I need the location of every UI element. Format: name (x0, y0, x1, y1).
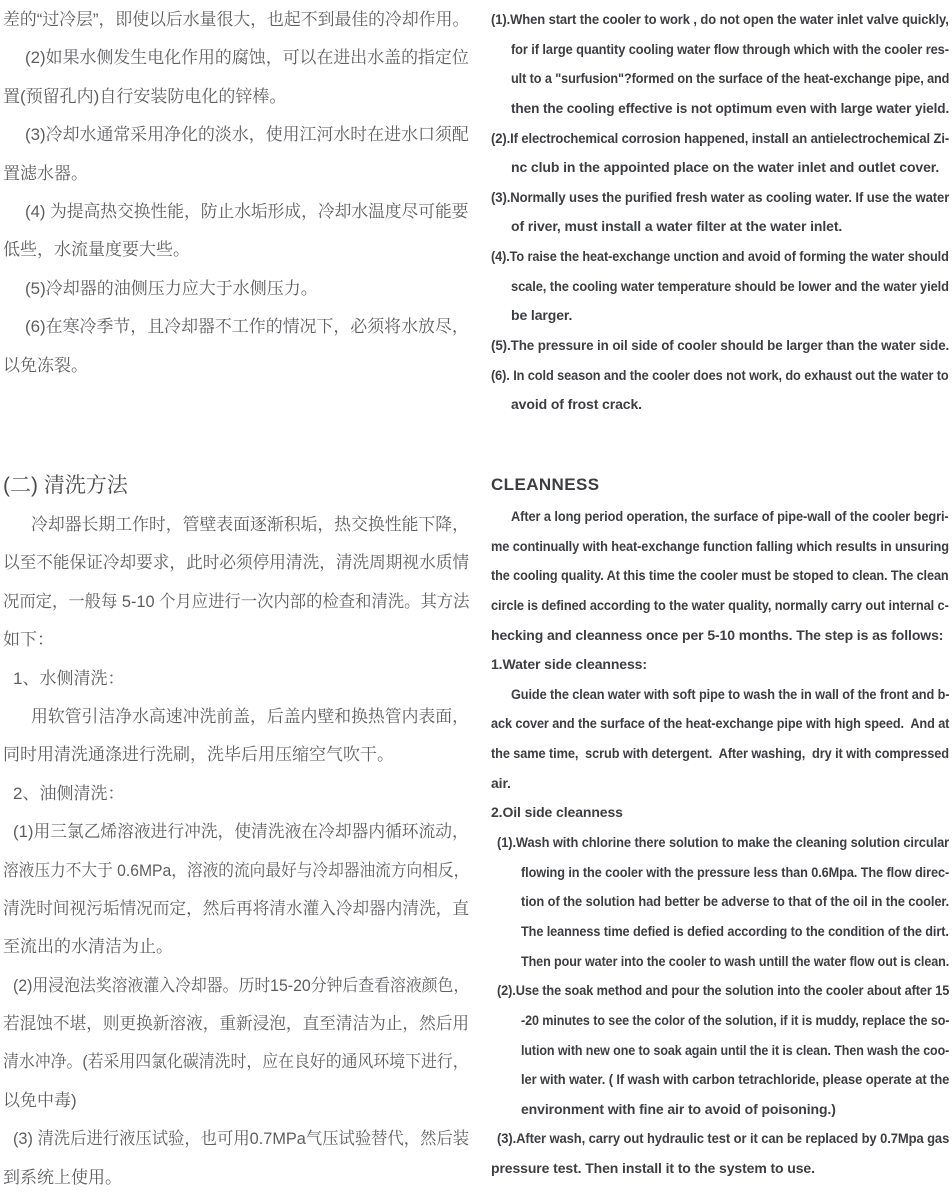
text-line: the same time, scrub with detergent. After washing, dry it with compressed (491, 745, 949, 762)
text-line: 1、水侧清洗： (13, 668, 125, 688)
text-line: 1.Water side cleanness: (491, 656, 647, 673)
english-column (491, 0, 949, 1194)
text-line: (1).When start the cooler to work , do not open the water inlet valve quickly, (491, 11, 949, 27)
text-line: 以免中毒) (3, 1090, 77, 1110)
text-line: tion of the solution had better be adverse to that of the oil in the cooler. (521, 893, 950, 910)
text-line: for if large quantity cooling water flow through which with the cooler res- (511, 40, 949, 57)
text-line: 况而定，一般每 5-10 个月应进行一次内部的检查和清洗。其方法 (3, 591, 470, 611)
text-line: (5).The pressure in oil side of cooler should be larger than the water side. (491, 337, 950, 354)
text-line: 清水冲净。(若采用四氯化碳清洗时，应在良好的通风环境下进行， (3, 1052, 469, 1072)
text-line: 清洗时间视污垢情况而定，然后再将清水灌入冷却器内清洗，直 (3, 898, 469, 918)
text-line: 冷却器长期工作时，管壁表面逐渐积垢，热交换性能下降， (31, 515, 469, 534)
text-line: flowing in the cooler with the pressure less than 0.6Mpa. The flow direc- (521, 863, 950, 880)
text-line: environment with fine air to avoid of poisoning.) (521, 1100, 836, 1117)
text-line: lution with new one to soak again until the it is clean. Then wash the coo- (521, 1041, 950, 1058)
text-line: me continually with heat-exchange function falling which results in unsuring (491, 537, 949, 554)
text-line: then the cooling effective is not optimum even with large water yield. (511, 99, 950, 116)
text-line: circle is defined according to the water quality, normally carry out internal c- (491, 596, 949, 613)
text-line: 以免冻裂。 (3, 355, 88, 375)
text-line: 至流出的水清洁为止。 (3, 937, 173, 957)
text-line: 置滤水器。 (3, 163, 88, 183)
text-line: ack cover and the surface of the heat-exchange pipe with high speed. And at (491, 715, 950, 732)
text-line: (6). In cold season and the cooler does not work, do exhaust out the water to (491, 366, 949, 383)
text-line: hecking and cleanness once per 5-10 months. The step is as follows: (491, 626, 944, 643)
text-line: 若混蚀不堪，则更换新溶液，重新浸泡，直至清洁为止，然后用 (3, 1014, 469, 1034)
text-line: of river, must install a water filter at the water inlet. (511, 218, 843, 235)
text-line: be larger. (511, 307, 573, 324)
text-line: avoid of frost crack. (511, 396, 642, 413)
chinese-column (3, 0, 469, 1194)
text-line: 同时用清洗通涤进行洗刷，洗毕后用压缩空气吹干。 (3, 745, 394, 765)
text-line: (4).To raise the heat-exchange unction and avoid of forming the water should (491, 248, 949, 265)
cn-heading-block (3, 466, 469, 506)
cn-maintenance-notes-section (3, 1, 469, 385)
text-line: ler with water. ( If wash with carbon tetrachloride, please operate at the (521, 1071, 950, 1088)
text-line: (3)冷却水通常采用净化的淡水，使用江河水时在进水口须配 (25, 125, 469, 145)
text-line: (2).If electrochemical corrosion happened, install an antielectrochemical Zi- (491, 129, 950, 146)
text-line: 2、油侧清洗： (13, 783, 125, 803)
text-line: After a long period operation, the surface of pipe-wall of the cooler begri- (511, 508, 949, 524)
text-line: The leanness time defied is defied according to the condition of the dirt. (521, 922, 949, 939)
text-line: 溶液压力不大于 0.6MPa，溶液的流向最好与冷却器油流方向相反， (3, 860, 470, 880)
text-line: (4) 为提高热交换性能，防止水垢形成，冷却水温度尽可能要 (25, 201, 469, 221)
text-line: (3).Normally uses the purified fresh water as cooling water. If use the water (491, 188, 950, 205)
text-line: (6)在寒冷季节，且冷却器不工作的情况下，必须将水放尽， (25, 317, 469, 337)
text-line: air. (491, 774, 511, 791)
text-line: scale, the cooling water temperature should be lower and the water yield (511, 277, 949, 294)
en-maintenance-notes-section (491, 5, 949, 420)
text-line: 2.Oil side cleanness (491, 804, 623, 821)
cn-section-heading: (二) 清洗方法 (3, 474, 128, 497)
text-line: (1)用三氯乙烯溶液进行冲洗，使清洗液在冷却器内循环流动， (13, 822, 469, 842)
text-line: the cooling quality. At this time the cooler must be stoped to clean. The clean (491, 567, 949, 584)
text-line: -20 minutes to see the color of the solution, if it is muddy, replace the so- (521, 1011, 950, 1028)
text-line: Guide the clean water with soft pipe to wash the in wall of the front and b- (511, 685, 950, 702)
text-line: (3) 清洗后进行液压试验，也可用0.7MPa气压试验替代，然后装 (13, 1129, 470, 1149)
text-line: (3).After wash, carry out hydraulic test or it can be replaced by 0.7Mpa gas (497, 1130, 950, 1147)
text-line: 低些，水流量度要大些。 (3, 240, 190, 260)
text-line: Then pour water into the cooler to wash untill the water flow out is clean. (521, 952, 950, 969)
text-line: (2)用浸泡法奖溶液灌入冷却器。历时15-20分钟后查看溶液颜色， (13, 975, 470, 995)
text-line: pressure test. Then install it to the system to use. (491, 1160, 815, 1177)
text-line: nc club in the appointed place on the water inlet and outlet cover. (511, 159, 940, 176)
text-line: (1).Wash with chlorine there solution to make the cleaning solution circular (497, 834, 950, 851)
cn-cleaning-method-section (3, 506, 469, 1197)
text-line: 用软管引洁净水高速冲洗前盖，后盖内壁和换热管内表面， (31, 706, 469, 726)
text-line: (2)如果水侧发生电化作用的腐蚀，可以在进出水盖的指定位 (25, 48, 469, 68)
text-line: (2).Use the soak method and pour the solution into the cooler about after 15 (497, 982, 950, 999)
text-line: 差的“过冷层”，即使以后水量很大，也起不到最佳的冷却作用。 (3, 10, 470, 29)
text-line: 置(预留孔内)自行安装防电化的锌棒。 (3, 86, 287, 106)
text-line: 到系统上使用。 (3, 1167, 122, 1187)
en-cleanness-section (491, 502, 949, 1184)
en-heading-block (491, 472, 949, 498)
text-line: ult to a "surfusion"?formed on the surface of the heat-exchange pipe, and (511, 70, 950, 87)
en-section-heading: CLEANNESS (491, 475, 600, 494)
text-line: 如下： (3, 630, 54, 650)
text-line: 以至不能保证冷却要求，此时必须停用清洗，清洗周期视水质情 (3, 553, 469, 573)
text-line: (5)冷却器的油侧压力应大于水侧压力。 (25, 278, 318, 298)
